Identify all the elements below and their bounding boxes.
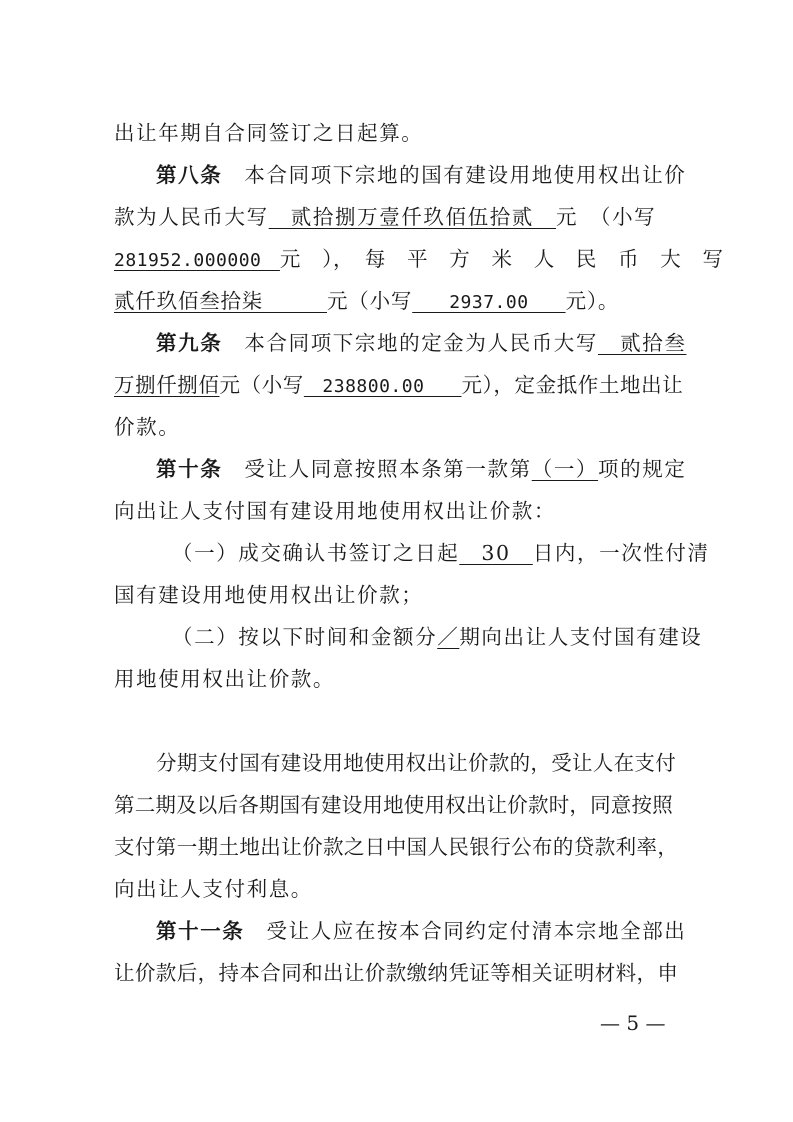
text-line: （一）成交确认书签订之日起 30 日内，一次性付清 — [172, 541, 710, 565]
page-number: — 5 — — [600, 1011, 666, 1035]
filled-periods: ／ — [437, 625, 460, 649]
text-line: 分期支付国有建设用地使用权出让价款的，受让人在支付 — [156, 751, 676, 775]
filled-amount: 281952.000000 — [114, 250, 280, 271]
text-line: 出让年期自合同签订之日起算。 — [114, 121, 424, 145]
text-line: 第二期及以后各期国有建设用地使用权出让价款时，同意按照 — [114, 793, 673, 817]
article-number: 第八条 — [156, 163, 223, 187]
article-number: 第九条 — [156, 331, 223, 355]
text-line: 用地使用权出让价款。 — [114, 667, 335, 691]
text-line: 万捌仟捌佰元（小写 238800.00 元），定金抵作土地出让 — [114, 373, 684, 397]
filled-amount: 贰拾叁 — [598, 331, 687, 355]
text-line: 向出让人支付利息。 — [114, 877, 313, 901]
text-line: 国有建设用地使用权出让价款； — [114, 583, 424, 607]
article-8-heading-line: 第八条 本合同项下宗地的国有建设用地使用权出让价 — [156, 163, 687, 187]
filled-option: （一） — [531, 457, 599, 481]
filled-amount: 万捌仟捌佰 — [114, 373, 220, 397]
text-line: 贰仟玖佰叁拾柒 元（小写 2937.00 元）。 — [114, 289, 620, 313]
text-line: 价款。 — [114, 415, 181, 439]
filled-amount: 贰仟玖佰叁拾柒 — [114, 289, 327, 313]
text-line: 让价款后，持本合同和出让价款缴纳凭证等相关证明材料，申 — [114, 961, 679, 985]
text-line: 281952.000000 元 ）， 每 平 方 米 人 民 币 大 写 — [114, 247, 724, 271]
article-number: 第十一条 — [156, 919, 245, 943]
article-number: 第十条 — [156, 457, 223, 481]
filled-days: 30 — [459, 541, 533, 565]
article-10-heading-line: 第十条 受让人同意按照本条第一款第（一）项的规定 — [156, 457, 687, 481]
filled-amount: 2937.00 — [412, 292, 566, 313]
filled-amount: 贰拾捌万壹仟玖佰伍拾贰 — [268, 205, 557, 229]
article-9-heading-line: 第九条 本合同项下宗地的定金为人民币大写 贰拾叁 — [156, 331, 687, 355]
text-line: 支付第一期土地出让价款之日中国人民银行公布的贷款利率， — [114, 835, 679, 859]
text-line: （二）按以下时间和金额分／期向出让人支付国有建设 — [172, 625, 703, 649]
filled-amount: 238800.00 — [303, 376, 462, 397]
text-line: 向出让人支付国有建设用地使用权出让价款： — [114, 499, 556, 523]
text-line: 款为人民币大写 贰拾捌万壹仟玖佰伍拾贰 元 （小写 — [114, 205, 657, 229]
article-11-heading-line: 第十一条 受让人应在按本合同约定付清本宗地全部出 — [156, 919, 687, 943]
